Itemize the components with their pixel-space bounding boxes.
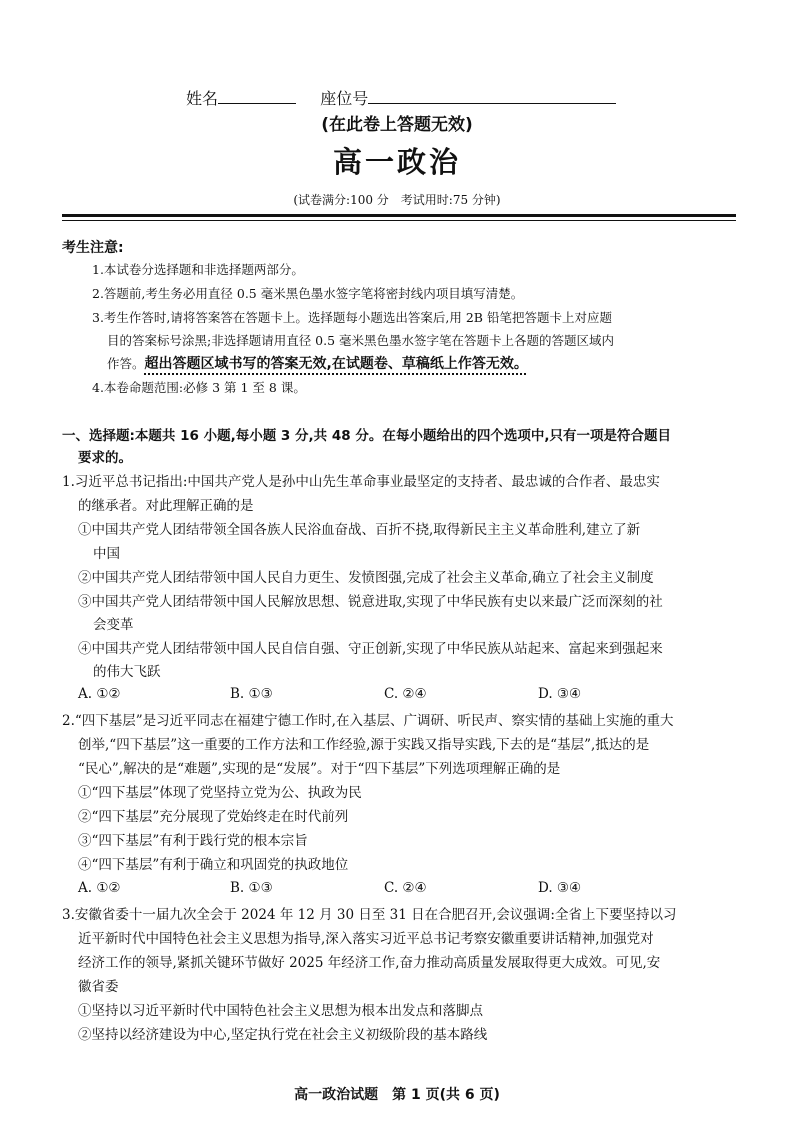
choice-c[interactable]: C. ②④ (384, 686, 427, 702)
question-2-stem-cont: “民心”,解决的是“难题”,实现的是“发展”。对于“四下基层”下列选项理解正确的是 (78, 761, 561, 777)
notice-item-cont: 目的答案标号涂黑;非选择题请用直径 0.5 毫米黑色墨水签字笔在答题卡上各题的答题区域内 (107, 333, 615, 348)
question-3-statement-1: ①坚持以习近平新时代中国特色社会主义思想为根本出发点和落脚点 (78, 1003, 483, 1019)
choice-b[interactable]: B. ①③ (230, 880, 273, 896)
invalid-answer-note: (在此卷上答题无效) (321, 115, 473, 135)
page-title: 高一政治 (332, 145, 461, 179)
choice-c[interactable]: C. ②④ (384, 880, 427, 896)
question-3-statement-2: ②坚持以经济建设为中心,坚定执行党在社会主义初级阶段的基本路线 (78, 1027, 488, 1043)
question-1-statement-3: ③中国共产党人团结带领中国人民解放思想、锐意进取,实现了中华民族有史以来最广泛而深刻的社 (78, 594, 663, 610)
question-1-statement-2: ②中国共产党人团结带领中国人民自力更生、发愤图强,完成了社会主义革命,确立了社会主义制度 (78, 570, 654, 586)
notice-emphasis: 超出答题区域书写的答案无效,在试题卷、草稿纸上作答无效。 (144, 356, 528, 372)
question-2-stem-cont: 创举,“四下基层”这一重要的工作方法和工作经验,源于实践又指导实践,下去的是“基层”,抵达的是 (78, 737, 650, 753)
header-rule-thick (62, 214, 736, 217)
question-1-statement-4-cont: 的伟大飞跃 (93, 664, 161, 680)
question-2-statement-3: ③“四下基层”有利于践行党的根本宗旨 (78, 833, 308, 849)
notice-item: 2.答题前,考生务必用直径 0.5 毫米黑色墨水签字笔将密封线内项目填写清楚。 (92, 286, 524, 301)
question-2-stem: 2.“四下基层”是习近平同志在福建宁德工作时,在入基层、广调研、听民声、察实情的基础上实施的重大 (62, 713, 674, 729)
seat-label: 座位号 (320, 89, 369, 108)
question-3-stem-cont: 徽省委 (78, 979, 119, 995)
notice-item: 3.考生作答时,请将答案答在答题卡上。选择题每小题选出答案后,用 2B 铅笔把答题卡上对应题 (92, 310, 612, 325)
question-1-statement-4: ④中国共产党人团结带领中国人民自信自强、守正创新,实现了中华民族从站起来、富起来到强起来 (78, 641, 663, 657)
notice-item: 4.本卷命题范围:必修 3 第 1 至 8 课。 (92, 380, 306, 395)
notice-text: 作答。 (107, 356, 145, 371)
question-2-statement-2: ②“四下基层”充分展现了党始终走在时代前列 (78, 809, 349, 825)
choice-b[interactable]: B. ①③ (230, 686, 273, 702)
choice-d[interactable]: D. ③④ (538, 880, 582, 896)
question-2-statement-1: ①“四下基层”体现了党坚持立党为公、执政为民 (78, 785, 362, 801)
name-label: 姓名 (186, 89, 219, 108)
question-1-statement-1: ①中国共产党人团结带领全国各族人民浴血奋战、百折不挠,取得新民主主义革命胜利,建立了新 (78, 522, 641, 538)
name-blank[interactable] (218, 88, 296, 104)
question-1-stem-cont: 的继承者。对此理解正确的是 (78, 498, 254, 514)
student-info-fields (186, 86, 616, 109)
choice-a[interactable]: A. ①② (78, 880, 121, 896)
notice-title: 考生注意: (62, 240, 124, 256)
section-heading-cont: 要求的。 (78, 450, 132, 466)
question-1-statement-3-cont: 会变革 (93, 617, 134, 633)
question-2-statement-4: ④“四下基层”有利于确立和巩固党的执政地位 (78, 857, 349, 873)
question-3-stem-cont: 近平新时代中国特色社会主义思想为指导,深入落实习近平总书记考察安徽重要讲话精神,加强党对 (78, 931, 654, 947)
question-1-stem: 1.习近平总书记指出:中国共产党人是孙中山先生革命事业最坚定的支持者、最忠诚的合作者、最忠实 (62, 474, 660, 490)
question-3-stem: 3.安徽省委十一届九次全会于 2024 年 12 月 30 日至 31 日在合肥召开,会议强调:全省上下要坚持以习 (62, 907, 677, 923)
notice-item-cont (107, 353, 528, 375)
header-rule-thin (62, 220, 736, 221)
notice-item: 1.本试卷分选择题和非选择题两部分。 (92, 262, 304, 277)
seat-blank[interactable] (368, 88, 616, 104)
section-heading: 一、选择题:本题共 16 小题,每小题 3 分,共 48 分。在每小题给出的四个选项中,只有一项是符合题目 (62, 428, 671, 444)
question-3-stem-cont: 经济工作的领导,紧抓关键环节做好 2025 年经济工作,奋力推动高质量发展取得更大成效。可见,安 (78, 955, 661, 971)
choice-d[interactable]: D. ③④ (538, 686, 582, 702)
question-1-statement-1-cont: 中国 (93, 546, 120, 562)
exam-info: (试卷满分:100 分 考试用时:75 分钟) (293, 193, 501, 207)
choice-a[interactable]: A. ①② (78, 686, 121, 702)
page-footer: 高一政治试题 第 1 页(共 6 页) (294, 1087, 500, 1103)
